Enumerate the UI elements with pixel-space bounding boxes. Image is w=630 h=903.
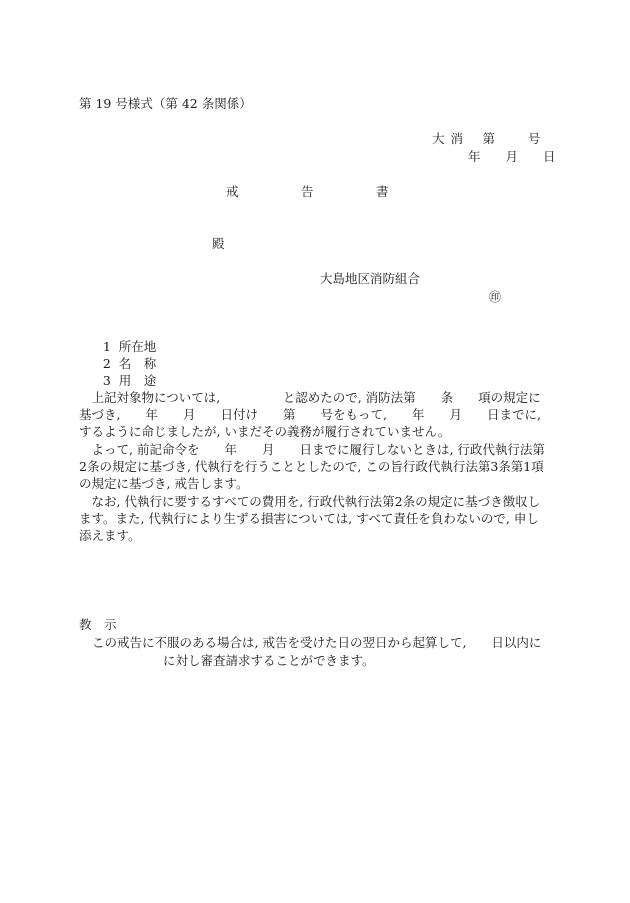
body-paragraph-1: 上記対象物については, と認めたので, 消防法第 条 項の規定に基づき, 年 月 日付け 第 号をもって, 年 月 日までに, するように命じましたが, いまだその義務が履行されていません。 xyxy=(79,390,604,439)
list-item: 3 用 途 xyxy=(102,373,157,388)
document-title: 戒 告 書 xyxy=(226,184,389,199)
instruction-line-2: に対し審査請求することができます。 xyxy=(163,653,375,668)
issue-date: 年 月 日 xyxy=(468,149,556,164)
seal-icon: ㊞ xyxy=(489,290,502,304)
body-paragraph-2: よって, 前記命令を 年 月 日までに履行しないときは, 行政代執行法第2条の規定に基づき, 代執行を行うこととしたので, この旨行政代執行法第3条第1項の規定に基づき, 戒告します。 xyxy=(79,442,545,491)
body-paragraph-3: なお, 代執行に要するすべての費用を, 行政代執行法第2条の規定に基づき徴収します。また, 代執行により生ずる損害については, すべて責任を負わないので, 申し添えます。 xyxy=(79,494,541,543)
issuer-name: 大島地区消防組合 xyxy=(320,271,421,286)
instruction-line-1: この戒告に不服のある場合は, 戒告を受けた日の翌日から起算して, 日以内に xyxy=(92,635,542,650)
list-item: 1 所在地 xyxy=(102,339,157,354)
instruction-heading: 教 示 xyxy=(79,617,117,632)
reference-number: 大 消 第 号 xyxy=(432,131,542,146)
addressee-suffix: 殿 xyxy=(212,236,225,251)
list-item: 2 名 称 xyxy=(102,356,157,371)
form-label: 第 19 号様式（第 42 条関係） xyxy=(79,96,252,111)
